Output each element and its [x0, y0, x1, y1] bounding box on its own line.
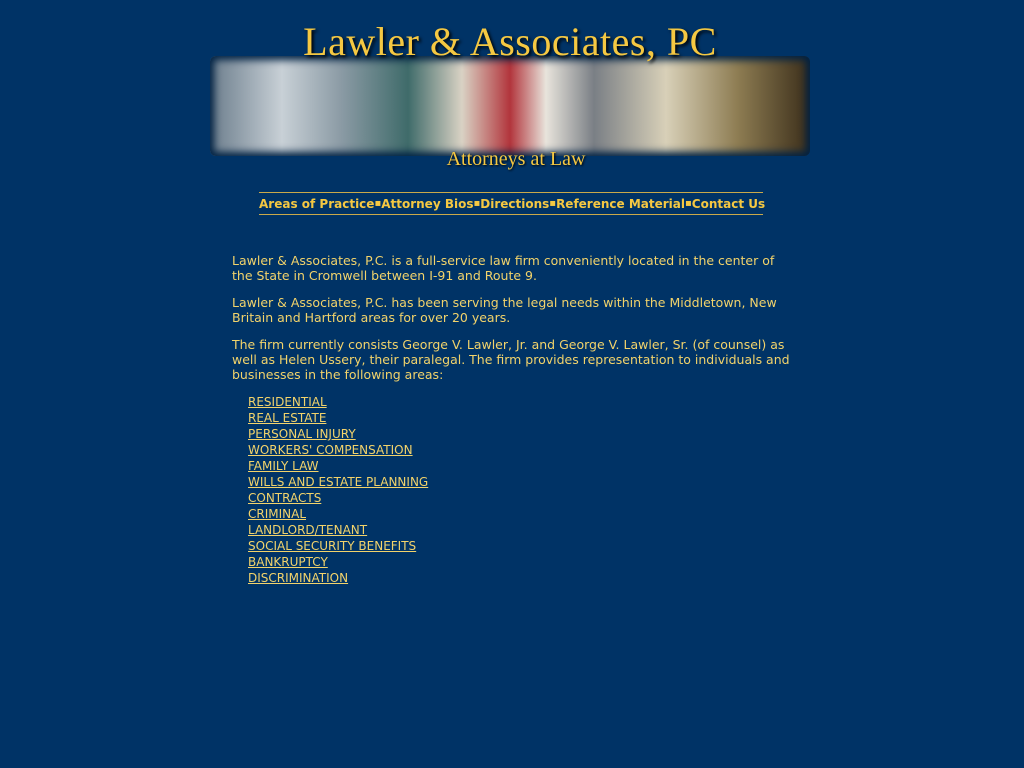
nav-attorney-bios[interactable]: Attorney Bios [381, 196, 474, 211]
practice-area-link[interactable]: WILLS AND ESTATE PLANNING [248, 475, 429, 489]
site-header [210, 14, 810, 176]
list-item [248, 394, 792, 410]
nav-separator: ▪ [473, 198, 481, 209]
practice-area-link[interactable]: PERSONAL INJURY [248, 427, 356, 441]
practice-areas-list [232, 394, 792, 586]
practice-area-link[interactable]: DISCRIMINATION [248, 571, 349, 585]
practice-area-link[interactable]: CONTRACTS [248, 491, 322, 505]
list-item [248, 538, 792, 554]
practice-area-link[interactable]: CRIMINAL [248, 507, 307, 521]
nav-contact-us[interactable]: Contact Us [691, 196, 766, 211]
list-item [248, 426, 792, 442]
list-item [248, 458, 792, 474]
header-banner-image [210, 56, 810, 156]
staff-paragraph: The firm currently consists George V. Lawler, Jr. and George V. Lawler, Sr. (of counsel) as well as Helen Ussery, their paralegal. The firm provides representation to individuals and businesses in the following areas: [232, 337, 790, 382]
intro-paragraph: Lawler & Associates, P.C. is a full-service law firm conveniently located in the center of the State in Cromwell between I-91 and Route 9. [232, 253, 775, 283]
practice-area-link[interactable]: WORKERS' COMPENSATION [248, 443, 413, 457]
list-item [248, 474, 792, 490]
nav-areas-of-practice[interactable]: Areas of Practice [259, 196, 375, 211]
nav-separator: ▪ [374, 198, 382, 209]
main-nav [259, 192, 766, 215]
firm-title: Lawler & Associates, PC [303, 19, 717, 64]
history-paragraph: Lawler & Associates, P.C. has been serving the legal needs within the Middletown, New Britain and Hartford areas for over 20 years. [232, 295, 777, 325]
firm-subtitle: Attorneys at Law [446, 148, 586, 170]
practice-area-link[interactable]: RESIDENTIAL [248, 395, 327, 409]
practice-area-link[interactable]: SOCIAL SECURITY BENEFITS [248, 539, 417, 553]
list-item [248, 554, 792, 570]
list-item [248, 490, 792, 506]
main-content [232, 253, 792, 586]
practice-area-link[interactable]: BANKRUPTCY [248, 555, 328, 569]
list-item [248, 442, 792, 458]
nav-separator: ▪ [685, 198, 692, 209]
nav-directions[interactable]: Directions [480, 196, 550, 211]
nav-reference-material[interactable]: Reference Material [556, 196, 685, 211]
practice-area-link[interactable]: REAL ESTATE [248, 411, 327, 425]
list-item [248, 570, 792, 586]
list-item [248, 410, 792, 426]
practice-area-link[interactable]: LANDLORD/TENANT [248, 523, 368, 537]
list-item [248, 522, 792, 538]
practice-area-link[interactable]: FAMILY LAW [248, 459, 319, 473]
list-item [248, 506, 792, 522]
nav-separator: ▪ [549, 198, 557, 209]
